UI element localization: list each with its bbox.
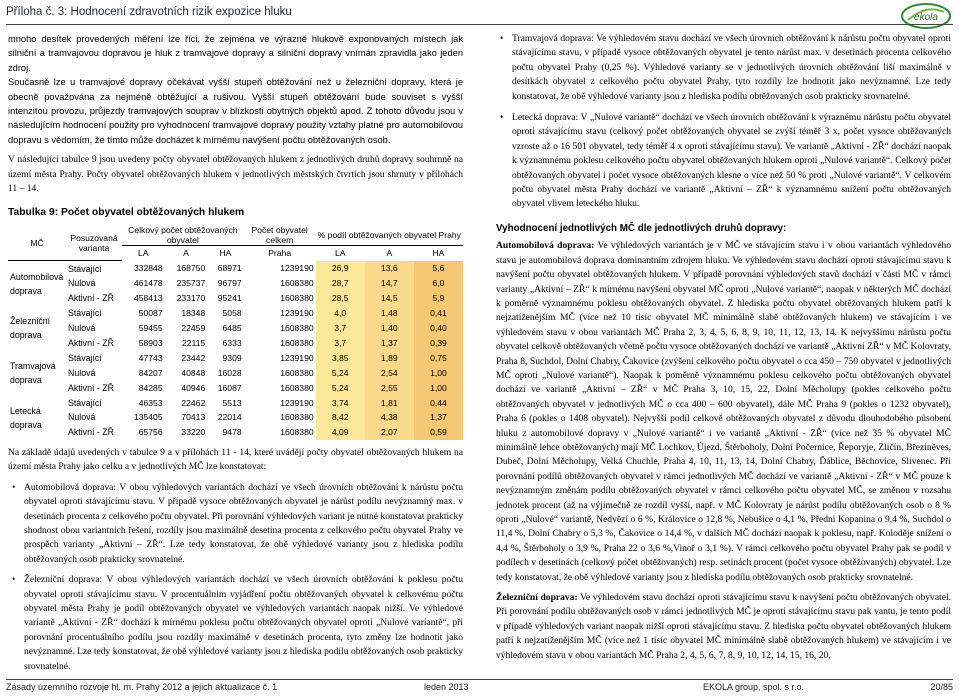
cell-ha: 16087 bbox=[217, 382, 242, 393]
cell-variant: Nulová bbox=[68, 278, 96, 289]
table-row bbox=[8, 276, 463, 291]
th-share: % podíl obtěžovaných obyvatel Prahy bbox=[316, 225, 463, 246]
bullet-air: • Letecká doprava: V „Nulové variantě“ dochází ve všech úrovních obtěžování k výraznému nárůstu počtu obyvatel oproti stávajícímu stavu (celkový počet obtěžovaných obyvatel se zvýší téměř 3 x, počet vysoce obtěžovaných vzroste až o 16 501 obyvatel, tedy téměř 4 x oproti stávajícímu stavu). Ve variantě „Aktivní - ZŘ“ dochází naopak k významnému poklesu celkového počtu obyvatel obtěžovaných hlukem oproti „Nulové variantě“. Celkový počet obtěžovaných obyvatel i počet vysoce obtěžovaných klesne o více než 50 % proti „Nulové variantě“. V celkovém počtu obyvatel města Prahy dochází ve variantě „Aktivní – ZŘ“ k významnému snížení počtu obtěžovaných obyvatel vlivem leteckého hluku. bbox=[496, 111, 951, 212]
cell-ha-pct: 1,37 bbox=[414, 410, 463, 425]
cell-ha-pct: 0,40 bbox=[414, 321, 463, 336]
cell-a-pct: 2,55 bbox=[365, 380, 414, 395]
cell-la-pct: 5,24 bbox=[316, 380, 365, 395]
cell-ha: 6485 bbox=[222, 323, 242, 334]
page-header-title: Příloha č. 3: Hodnocení zdravotních rizik expozice hluku bbox=[6, 6, 292, 18]
cell-a-pct: 1,37 bbox=[365, 336, 414, 351]
cell-la-pct: 28,7 bbox=[316, 276, 365, 291]
paragraph-1: mnoho desítek provedených měření lze říci, že zejména ve výrazně hlukově exponovaných místech jak silniční a tramvajovou dopravou je hluk z tramvajové dopravy a silniční dopravy vnímán zpravidla jako jeden zdroj. bbox=[8, 34, 463, 73]
cell-a: 23442 bbox=[181, 352, 206, 363]
cell-ha: 6333 bbox=[222, 337, 242, 348]
cell-variant: Aktivní - ZŘ bbox=[68, 293, 114, 304]
cell-a: 168750 bbox=[176, 263, 206, 274]
cell-population: 1608380 bbox=[280, 367, 314, 378]
cell-population: 1239190 bbox=[280, 263, 314, 274]
table-row bbox=[8, 336, 463, 351]
cell-la: 84207 bbox=[138, 367, 163, 378]
bullet-automobile: • Automobilová doprava: V obou výhledových variantách dochází ve všech úrovních obtěžování k nárůstu počtu obyvatel oproti stávajícímu stavu. V případě vysoce obtěžovaných obyvatel je nárůst podílu nevýznamný max. v desetinách procenta z celkového počtu obyvatel. Při porovnání výhledových variant je nutné konstatovat prakticky shodnost obou variantních řešení, rozdíly jsou maximálně desetina procenta z celkového počtu obyvatel Prahy ve prospěch varianty „Aktivní – ZŘ“. Lze tedy konstatovat, že obě výhledové varianty jsou z hlediska podílu obtěžovaných osob prakticky srovnatelné. bbox=[8, 481, 463, 567]
th-mc: MČ bbox=[8, 225, 66, 261]
cell-la: 458413 bbox=[133, 293, 163, 304]
cell-ha: 9309 bbox=[222, 352, 242, 363]
cell-a-pct: 14,7 bbox=[365, 276, 414, 291]
th-total-annoyed: Celkový počet obtěžovaných obyvatel bbox=[122, 225, 244, 246]
ekola-logo-icon bbox=[900, 2, 952, 30]
table-row bbox=[8, 410, 463, 425]
table-row bbox=[8, 306, 463, 321]
cell-la: 461478 bbox=[133, 278, 163, 289]
cell-population: 1608380 bbox=[280, 427, 314, 438]
cell-a: 22115 bbox=[181, 337, 206, 348]
table-body bbox=[8, 261, 463, 440]
header-rule bbox=[6, 24, 953, 25]
auto-label: Automobilová doprava: bbox=[496, 240, 595, 252]
cell-la-pct: 3,74 bbox=[316, 395, 365, 410]
cell-la-pct: 3,7 bbox=[316, 336, 365, 351]
bullet-tram: • Tramvajová doprava: Ve výhledovém stavu dochází ve všech úrovních obtěžování k nárůstu počtu obyvatel oproti stávajícímu stavu, v případě vysoce obtěžovaných obyvatel je tento nárůst max. v desetinách procenta celkového počtu obyvatel Prahy (0,25 %). Výhledové varianty se v jednotlivých úrovních obtěžování liší maximálně v desítkách obyvatel z celkového počtu obyvatel Prahy, tyto rozdíly lze hodnotit jako nevýznamné. Lze tedy konstatovat, že obě výhledové varianty jsou z hlediska podílu obtěžovaných osob prakticky srovnatelné. bbox=[496, 32, 951, 104]
cell-la: 50087 bbox=[138, 308, 163, 319]
cell-variant: Aktivní - ZŘ bbox=[68, 382, 114, 393]
cell-variant: Nulová bbox=[68, 323, 96, 334]
cell-ha-pct: 5,9 bbox=[414, 291, 463, 306]
cell-population: 1608380 bbox=[280, 293, 314, 304]
cell-a: 40848 bbox=[181, 367, 206, 378]
paragraph-3: V následující tabulce 9 jsou uvedeny počty obyvatel obtěžovaných hlukem z jednotlivých druhů dopravy souhrnně na území města Prahy. Počty obyvatel obtěžovaných hlukem v jednotlivých městských čtvrtích jsou shrnuty v přílohách 11 – 14. bbox=[8, 154, 463, 195]
footer-date: leden 2013 bbox=[424, 682, 469, 692]
cell-variant: Stávající bbox=[68, 308, 102, 319]
cell-la-pct: 8,42 bbox=[316, 410, 365, 425]
group-label: Letecká doprava bbox=[10, 405, 42, 430]
cell-a: 70413 bbox=[181, 412, 206, 423]
auto-text: Ve výhledových variantách je v MČ ve stávajícím stavu i v obou variantách výhledového stavu je automobilová doprava dominantním zdrojem hluku. Ve výhledovém stavu dochází oproti stávajícímu stavu k navýšení počtu obyvatel obtěžovaných hlukem. V případě porovnání výhledových stavů dochází v části MČ v rámci varianty „Aktivní – ZŘ“ k mírnému navýšení obyvatel MČ oproti „Nulové variantě“, naopak v některých MČ dochází k poměrně významnému poklesu obtěžovaných obyvatel. Z hlediska počtu obyvatel obtěžovaných hlukem patří k nejzatíženějším MČ (více než 10 tisíc obyvatel MČ minimálně slabě obtěžovaných hlukem) ve stávajícím i ve výhledovém stavu v obou variantách MČ Praha 2, 3, 4, 5, 6, 8, 9, 10, 11, 12, 13, 14. K nejvyššímu nárůstu počtu obyvatel celkově obtěžovaných včetně počtu vysoce obtěžovaných dochází ve variantě „Aktivní ZŘ“ v MČ Kolovraty, Praha 8, Suchdol, Dolní Chabry, Čakovice (zvýšení celkového počtu obyvatel o cca 450 – 750 obyvatel v jednotlivých MČ oproti „Nulové variantě“). Naopak k poměrně významnému poklesu celkového počtu obtěžovaných obyvatel dochází ve variantě „Aktivní – ZŘ“ v MČ Praha 3, 10, 15, 22, Dolní Měcholupy (pokles celkového počtu obtěžovaných obyvatel v jednotlivých MČ o cca 400 – 600 obyvatel), dále MČ Praha 9 (pokles o 1232 obyvatel), Praha 6 (pokles o 1408 obyvatel). Nejvyšší podíl celkově obtěžovaných obyvatel z důvodu dlouhodobého působení hluku z automobilové dopravy v „Nulové variantě“ i ve variantě „Aktivní - ZŘ“ (více než 35 % obyvatel MČ minimálně lehce obtěžovaných) mají MČ Lochkov, Újezd, Štěrboholy, Dolní Počernice, Řeporyje, Zličín, Březiněves, Dubeč, Dolní Měcholupy, Velká Chuchle, Praha 4, 10, 11, 13, 14, Dolní Chabry, Ďáblice, Běchovice, Slivenec. Při porovnání podílů obtěžovaných obyvatel v rámci jednotlivých MČ dochází ve variantě „Aktivní - ZŘ“ v MČ pouze k nevýznamným změnám podílu obtěžovaných obyvatel v rámci celkového počtu obyvatel MČ, se změnou v rozsahu jednotek procent (až na výjimečně ze rozdíl vyšší, např. v MČ Kolovraty je nárůst podílu obtěžovaných osob o 8 % oproti „Nulové“ variantě, Nedvězí o 6 %, Královice o 12,8 %, Nebušice o 4,1 %, Předni Kopanina o 9,4 %, Suchdol o 11,4 %, Dolní Chabry o 5,3 %, Čakovice o 14,4 %, v dalších MČ dochází naopak k poklesu, např. Koloděje snížení o 4,4 %, Štěrboholy o 3,9 %, Praha 22 o 3,6 %,Vinoř o 3,1 %). V rámci celkového počtu obyvatel Prahy pak se podíl v podílech v desetinách (celkový počet obtěžovaných) resp. setinách procent (počet vysoce obtěžovaných) obyvatel. Lze tedy konstatovat, že obě výhledové varianty jsou z hlediska podílu obtěžovaných osob prakticky srovnatelné. bbox=[496, 240, 951, 583]
cell-population: 1608380 bbox=[280, 412, 314, 423]
cell-variant: Aktivní - ZŘ bbox=[68, 337, 114, 348]
cell-variant: Stávající bbox=[68, 352, 102, 363]
paragraph-2: Současně lze u tramvajové dopravy očekávat vyšší stupeň obtěžování než u železniční dopravy, která je obecně považována za nejméně obtěžující a rušivou. Vyšší stupeň obtěžování bude souviset s vyšší intenzitou provozu, průjezdy tramvajových souprav v blízkosti obytných objektů apod. Z tohoto důvodu jsou v následujícím hodnocení použity pro vyhodnocení tramvajové dopravy použity vztahy platné pro automobilovou dopravu s vědomím, že tímto může docházet k mírnému navýšení počtu obtěžovaných osob. bbox=[8, 77, 463, 145]
cell-population: 1239190 bbox=[280, 308, 314, 319]
cell-a: 33220 bbox=[181, 427, 206, 438]
cell-a: 18348 bbox=[181, 308, 206, 319]
cell-la-pct: 4,09 bbox=[316, 425, 365, 440]
cell-a-pct: 2,07 bbox=[365, 425, 414, 440]
cell-population: 1608380 bbox=[280, 382, 314, 393]
cell-variant: Stávající bbox=[68, 263, 102, 274]
table-title: Tabulka 9: Počet obyvatel obtěžovaných hlukem bbox=[8, 207, 245, 219]
cell-ha-pct: 0,41 bbox=[414, 306, 463, 321]
cell-ha: 95241 bbox=[217, 293, 242, 304]
cell-la: 59455 bbox=[138, 323, 163, 334]
footer-company: EKOLA group, spol. s r.o. bbox=[703, 682, 805, 692]
table-row bbox=[8, 380, 463, 395]
th-population: Počet obyvatel celkem bbox=[244, 225, 316, 246]
cell-ha: 16028 bbox=[217, 367, 242, 378]
table-row bbox=[8, 425, 463, 440]
svg-text:ekola: ekola bbox=[914, 12, 938, 23]
cell-ha-pct: 0,44 bbox=[414, 395, 463, 410]
table-row bbox=[8, 261, 463, 276]
cell-population: 1239190 bbox=[280, 397, 314, 408]
cell-variant: Nulová bbox=[68, 367, 96, 378]
cell-ha: 22014 bbox=[217, 412, 242, 423]
cell-la-pct: 26,9 bbox=[316, 261, 365, 276]
cell-a-pct: 1,89 bbox=[365, 351, 414, 366]
table-row bbox=[8, 321, 463, 336]
cell-ha-pct: 6,0 bbox=[414, 276, 463, 291]
th-a-pct: A bbox=[386, 248, 393, 259]
cell-ha: 5058 bbox=[222, 308, 242, 319]
cell-la: 332848 bbox=[133, 263, 163, 274]
section-heading: Vyhodnocení jednotlivých MČ dle jednotlivých druhů dopravy: bbox=[496, 222, 787, 234]
cell-la-pct: 4,0 bbox=[316, 306, 365, 321]
cell-la: 58903 bbox=[138, 337, 163, 348]
left-bullet-list bbox=[8, 481, 463, 674]
cell-a: 22462 bbox=[181, 397, 206, 408]
cell-la-pct: 5,24 bbox=[316, 366, 365, 381]
cell-ha-pct: 0,75 bbox=[414, 351, 463, 366]
table-row bbox=[8, 395, 463, 410]
cell-population: 1239190 bbox=[280, 352, 314, 363]
footer-document: Zásady územního rozvoje hl. m. Prahy 2012 a jejich aktualizace č. 1 bbox=[6, 682, 278, 692]
cell-la-pct: 3,7 bbox=[316, 321, 365, 336]
cell-ha-pct: 0,59 bbox=[414, 425, 463, 440]
th-la-pct: LA bbox=[334, 248, 346, 259]
cell-la: 135405 bbox=[133, 412, 163, 423]
cell-variant: Stávající bbox=[68, 397, 102, 408]
cell-ha: 96797 bbox=[217, 278, 242, 289]
cell-a-pct: 1,40 bbox=[365, 321, 414, 336]
group-label: Železniční doprava bbox=[10, 316, 51, 341]
cell-population: 1608380 bbox=[280, 323, 314, 334]
cell-a-pct: 14,5 bbox=[365, 291, 414, 306]
cell-a: 40946 bbox=[181, 382, 206, 393]
th-praha: Praha bbox=[268, 248, 292, 259]
noise-table bbox=[8, 225, 463, 440]
group-label: Automobilová doprava bbox=[10, 271, 64, 296]
cell-la: 46353 bbox=[138, 397, 163, 408]
table-row bbox=[8, 351, 463, 366]
cell-ha: 5513 bbox=[222, 397, 242, 408]
th-a: A bbox=[183, 248, 189, 259]
table-row bbox=[8, 291, 463, 306]
th-variant: Posuzovaná varianta bbox=[66, 225, 122, 261]
cell-la: 47743 bbox=[138, 352, 163, 363]
page-footer bbox=[6, 679, 953, 692]
th-la: LA bbox=[138, 248, 149, 259]
cell-a: 22459 bbox=[181, 323, 206, 334]
table-row bbox=[8, 366, 463, 381]
cell-ha: 68971 bbox=[217, 263, 242, 274]
cell-a-pct: 1,48 bbox=[365, 306, 414, 321]
paragraph-4: Na základě údajů uvedených v tabulce 9 a v přílohách 11 - 14, které uvádějí počty obyvatel obtěžovaných hlukem na území města Prahy jako celku a v jednotlivých MČ lze konstatovat: bbox=[8, 446, 463, 473]
cell-population: 1608380 bbox=[280, 337, 314, 348]
bullet-railway: • Železniční doprava: V obou výhledových variantách dochází ve všech úrovních obtěžování k poklesu počtu obyvatel oproti stávajícímu stavu. V procentuálním vyjádření počtu obtěžovaných obyvatel k celkovému počtu obyvatel města Prahy je podíl obtěžovaných obyvatel ve výhledových variantách naopak nižší. Ve výhledové variantě „Aktivní - ZŘ“ dochází k mírnému poklesu počtu obtěžovaných obyvatel oproti „Nulové variantě“, při porovnání procentuálního podílu jsou rozdíly maximálně v desetinách procenta, tyto změny lze hodnotit jako nevýznamné. Lze tedy konstatovat, že obě výhledové varianty jsou z hlediska podílu obtěžovaných osob prakticky srovnatelné. bbox=[8, 573, 463, 674]
cell-variant: Aktivní - ZŘ bbox=[68, 427, 114, 438]
cell-variant: Nulová bbox=[68, 412, 96, 423]
cell-a: 233170 bbox=[176, 293, 206, 304]
cell-ha: 9478 bbox=[222, 427, 242, 438]
rail-text: Ve výhledovém stavu dochází oproti stávajícímu stavu k navýšení počtu obtěžovaných obyvatel. Při porovnání podílu obtěžovaných osob v rámci jednotlivých MČ je oproti stávajícímu stavu pak vantu, je tento podíl v případě výhledových variant naopak nižší oproti stávajícímu stavu. Z hlediska počtu obyvatel obtěžovaných hlukem patří k nejzatíženějším MČ (více než 1 tisíc obyvatel MČ minimálně slabě obtěžovaných hlukem) ve stávajícím i ve výhledovém stavu v obou variantách MČ Praha 2, 4, 5, 6, 7, 8, 9, 10, 12, 14, 15, 16, 20, bbox=[496, 592, 951, 661]
cell-la-pct: 28,5 bbox=[316, 291, 365, 306]
cell-ha-pct: 1,00 bbox=[414, 366, 463, 381]
footer-page: 20/85 bbox=[930, 682, 953, 692]
cell-a-pct: 1,81 bbox=[365, 395, 414, 410]
th-ha-pct: HA bbox=[432, 248, 445, 259]
th-ha: HA bbox=[219, 248, 232, 259]
cell-la: 84285 bbox=[138, 382, 163, 393]
cell-population: 1608380 bbox=[280, 278, 314, 289]
cell-la: 65756 bbox=[138, 427, 163, 438]
rail-label: Železniční doprava: bbox=[496, 592, 578, 604]
right-bullet-list bbox=[496, 32, 951, 212]
cell-a: 235737 bbox=[176, 278, 206, 289]
cell-a-pct: 4,38 bbox=[365, 410, 414, 425]
cell-ha-pct: 0,39 bbox=[414, 336, 463, 351]
right-column bbox=[496, 32, 951, 663]
cell-la-pct: 3,85 bbox=[316, 351, 365, 366]
group-label: Tramvajová doprava bbox=[10, 360, 56, 385]
cell-ha-pct: 5,6 bbox=[414, 261, 463, 276]
cell-a-pct: 13,6 bbox=[365, 261, 414, 276]
left-column bbox=[8, 32, 463, 674]
cell-a-pct: 2,54 bbox=[365, 366, 414, 381]
cell-ha-pct: 1,00 bbox=[414, 380, 463, 395]
